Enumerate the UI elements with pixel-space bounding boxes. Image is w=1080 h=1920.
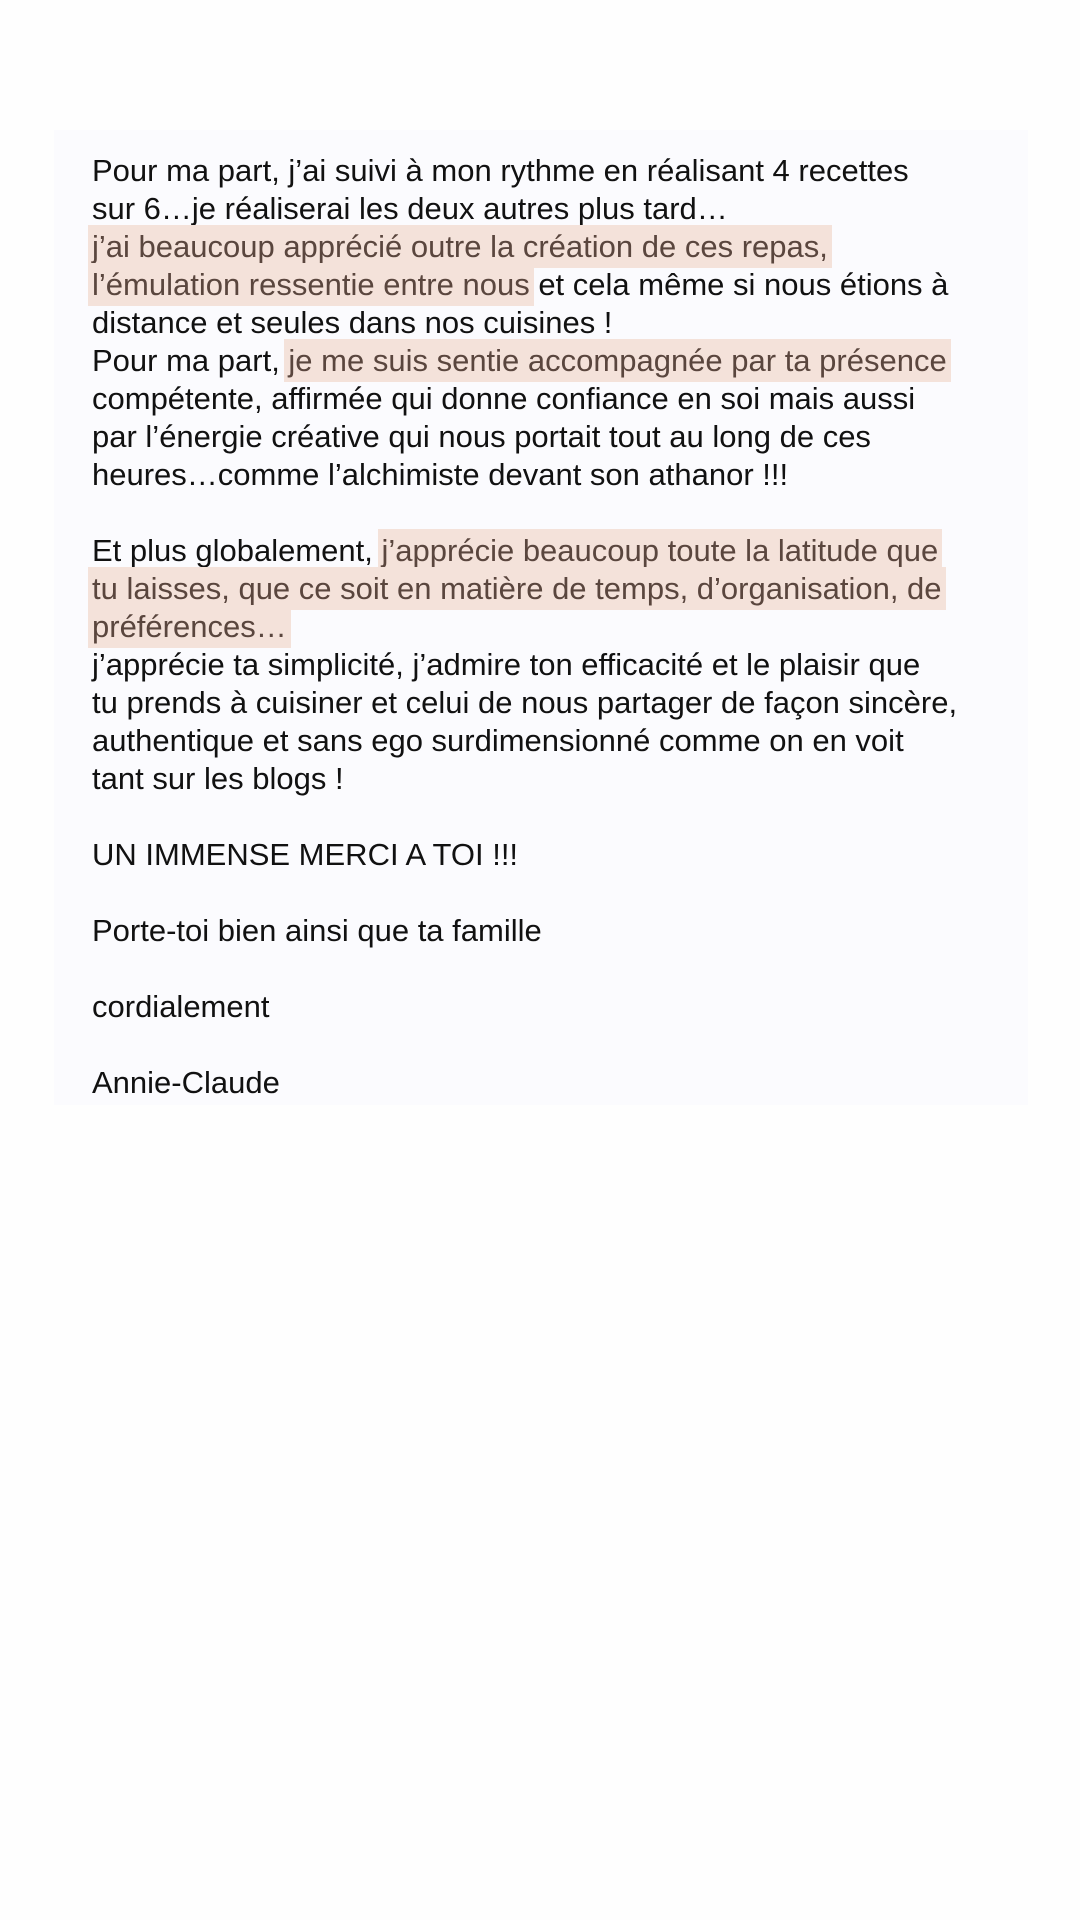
letter-line: Pour ma part, j’ai suivi à mon rythme en réalisant 4 recettes: [92, 153, 909, 188]
letter-line: sur 6…je réaliserai les deux autres plus tard…: [92, 191, 728, 226]
letter-line: [92, 532, 1012, 570]
highlighted-text: tu laisses, que ce soit en matière de temps, d’organisation, de: [92, 571, 942, 606]
highlighted-text: j’apprécie beaucoup toute la latitude que: [381, 533, 939, 568]
paragraph-spacer: [92, 798, 1012, 836]
letter-line: [92, 266, 1012, 304]
paragraph-spacer: [92, 874, 1012, 912]
highlighted-text: j’ai beaucoup apprécié outre la création de ces repas,: [92, 229, 828, 264]
letter-text-segment: Et plus globalement,: [92, 533, 382, 568]
highlighted-text: je me suis sentie accompagnée par ta présence: [288, 343, 947, 378]
letter-line: par l’énergie créative qui nous portait tout au long de ces: [92, 419, 871, 454]
letter-line: j’apprécie ta simplicité, j’admire ton efficacité et le plaisir que: [92, 647, 921, 682]
paragraph-spacer: [92, 494, 1012, 532]
letter-body: [92, 152, 1012, 1102]
letter-text-segment: Pour ma part,: [92, 343, 289, 378]
paragraph-spacer: [92, 950, 1012, 988]
letter-line: [92, 570, 1012, 608]
wish-line: Porte-toi bien ainsi que ta famille: [92, 913, 542, 948]
highlighted-text: l’émulation ressentie entre nous: [92, 267, 530, 302]
letter-line: distance et seules dans nos cuisines !: [92, 305, 613, 340]
thanks-line: UN IMMENSE MERCI A TOI !!!: [92, 837, 519, 872]
signature: Annie-Claude: [92, 1065, 280, 1100]
letter-line: [92, 228, 1012, 266]
highlighted-text: préférences…: [92, 609, 287, 644]
letter-card: [54, 130, 1028, 1105]
paragraph-spacer: [92, 1026, 1012, 1064]
letter-text-segment: et cela même si nous étions à: [529, 267, 949, 302]
letter-line: tu prends à cuisiner et celui de nous partager de façon sincère,: [92, 685, 958, 720]
closing-line: cordialement: [92, 989, 270, 1024]
letter-line: compétente, affirmée qui donne confiance en soi mais aussi: [92, 381, 916, 416]
letter-line: tant sur les blogs !: [92, 761, 344, 796]
letter-line: heures…comme l’alchimiste devant son athanor !!!: [92, 457, 789, 492]
letter-line: [92, 342, 1012, 380]
letter-line: authentique et sans ego surdimensionné comme on en voit: [92, 723, 904, 758]
letter-line: [92, 608, 1012, 646]
